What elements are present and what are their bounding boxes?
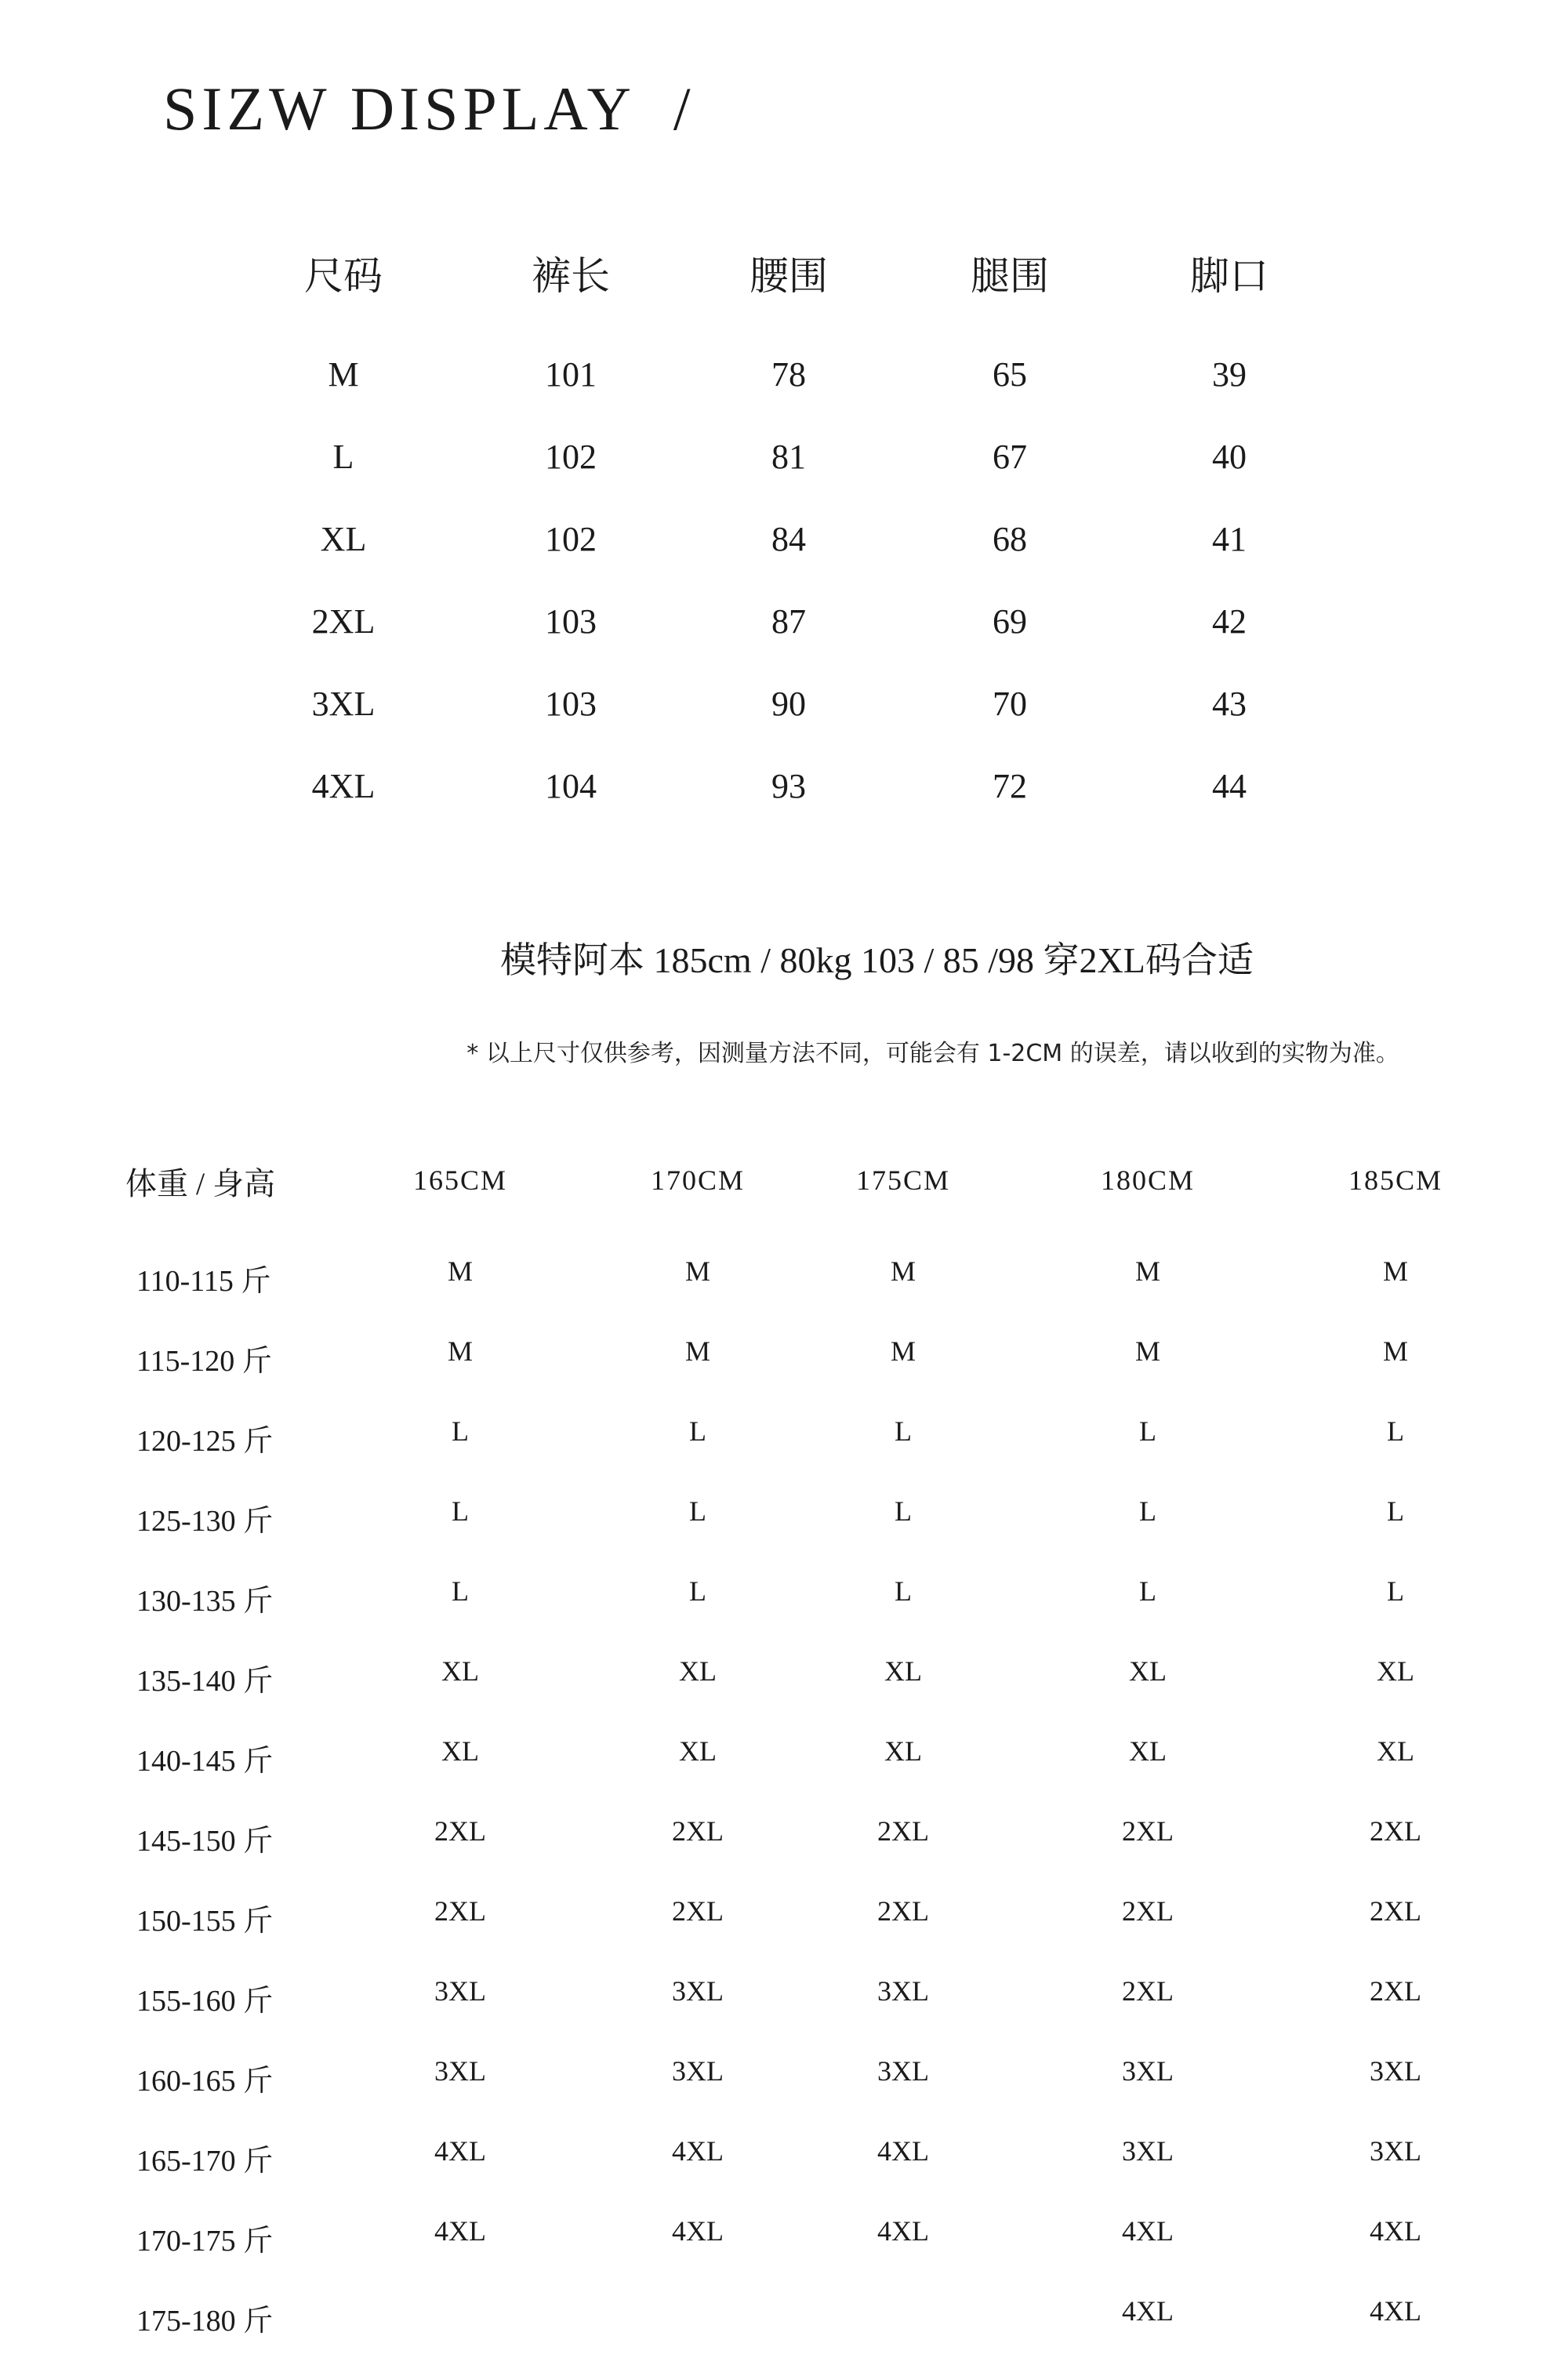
spec-cell: 43: [1212, 685, 1247, 723]
recommended-size-cell: 3XL: [672, 1975, 724, 2007]
recommended-size-cell: 2XL: [877, 1895, 929, 1927]
spec-cell: 44: [1212, 767, 1247, 805]
recommended-size-cell: 3XL: [877, 2055, 929, 2087]
spec-cell: 67: [993, 438, 1027, 476]
recommended-size-cell: M: [890, 1255, 916, 1287]
spec-cell: 68: [993, 520, 1027, 558]
spec-cell: 4XL: [311, 767, 376, 805]
spec-cell: 40: [1212, 438, 1247, 476]
spec-cell: 65: [993, 355, 1027, 394]
weight-row-header: 150-155 斤: [136, 1905, 274, 1938]
recommended-size-cell: XL: [679, 1735, 717, 1767]
recommended-size-cell: 4XL: [672, 2215, 724, 2247]
disclaimer-text: * 以上尺寸仅供参考，因测量方法不同，可能会有 1-2CM 的误差，请以收到的实物为准。: [466, 1040, 1399, 1067]
recommended-size-cell: L: [1387, 1575, 1404, 1607]
spec-header-cell: 腿围: [971, 254, 1049, 298]
recommended-size-cell: 2XL: [672, 1815, 724, 1847]
spec-cell: 42: [1212, 602, 1247, 641]
spec-cell: 84: [771, 520, 806, 558]
recommended-size-cell: M: [447, 1335, 474, 1367]
weight-row-header: 125-130 斤: [136, 1505, 274, 1538]
spec-cell: XL: [320, 520, 367, 558]
recommended-size-cell: XL: [441, 1735, 479, 1767]
recommended-size-cell: L: [452, 1495, 469, 1527]
recommended-size-cell: 2XL: [434, 1895, 486, 1927]
spec-header-cell: 裤长: [532, 254, 610, 298]
spec-cell: 41: [1212, 520, 1247, 558]
recommended-size-cell: 2XL: [434, 1815, 486, 1847]
recommended-size-cell: L: [689, 1575, 706, 1607]
recommended-size-cell: L: [1139, 1415, 1156, 1447]
spec-header-cell: 尺码: [304, 254, 383, 298]
height-column-header: 165CM: [412, 1164, 508, 1196]
recommended-size-cell: XL: [884, 1735, 922, 1767]
recommended-size-cell: L: [1139, 1575, 1156, 1607]
spec-cell: 102: [545, 438, 597, 476]
weight-row-header: 175-180 斤: [136, 2305, 274, 2338]
recommended-size-cell: 2XL: [877, 1815, 929, 1847]
recommended-size-cell: L: [895, 1495, 912, 1527]
recommended-size-cell: XL: [884, 1655, 922, 1687]
recommended-size-cell: M: [1382, 1335, 1409, 1367]
recommended-size-cell: XL: [1129, 1655, 1167, 1687]
spec-cell: 78: [771, 355, 806, 394]
height-column-header: 185CM: [1348, 1164, 1443, 1196]
recommended-size-cell: XL: [1377, 1655, 1414, 1687]
recommended-size-cell: M: [447, 1255, 474, 1287]
weight-height-corner-label: 体重 / 身高: [125, 1166, 276, 1201]
spec-cell: 69: [993, 602, 1027, 641]
recommended-size-cell: 2XL: [1370, 1975, 1421, 2007]
recommended-size-cell: XL: [679, 1655, 717, 1687]
recommended-size-cell: M: [890, 1335, 916, 1367]
page-title: [163, 74, 695, 143]
weight-row-header: 140-145 斤: [136, 1745, 274, 1778]
spec-cell: L: [332, 438, 354, 476]
recommended-size-cell: 4XL: [1370, 2215, 1421, 2247]
recommended-size-cell: 2XL: [1122, 1975, 1174, 2007]
spec-cell: 72: [993, 767, 1027, 805]
spec-cell: 103: [545, 602, 597, 641]
spec-cell: M: [328, 355, 359, 394]
spec-cell: 87: [771, 602, 806, 641]
recommended-size-cell: 3XL: [877, 1975, 929, 2007]
weight-row-header: 160-165 斤: [136, 2065, 274, 2098]
recommended-size-cell: M: [684, 1335, 711, 1367]
recommended-size-cell: 4XL: [434, 2135, 486, 2167]
recommended-size-cell: L: [452, 1415, 469, 1447]
recommended-size-cell: 3XL: [1122, 2135, 1174, 2167]
weight-row-header: 145-150 斤: [136, 1825, 274, 1858]
spec-cell: 104: [545, 767, 597, 805]
recommended-size-cell: L: [1387, 1415, 1404, 1447]
spec-cell: 93: [771, 767, 806, 805]
recommended-size-cell: 2XL: [1122, 1895, 1174, 1927]
recommended-size-cell: 3XL: [1370, 2055, 1421, 2087]
spec-cell: 2XL: [311, 602, 376, 641]
recommended-size-cell: XL: [441, 1655, 479, 1687]
recommended-size-cell: L: [452, 1575, 469, 1607]
recommended-size-cell: 3XL: [672, 2055, 724, 2087]
weight-row-header: 155-160 斤: [136, 1985, 274, 2018]
recommended-size-cell: 4XL: [877, 2135, 929, 2167]
page-title-text: SIZW DISPLAY: [163, 74, 636, 143]
weight-row-header: 130-135 斤: [136, 1585, 274, 1618]
height-column-header: 170CM: [650, 1164, 746, 1196]
disclaimer: [0, 1034, 1568, 1068]
recommended-size-cell: L: [689, 1495, 706, 1527]
weight-row-header: 165-170 斤: [136, 2145, 274, 2178]
recommended-size-cell: 4XL: [1370, 2295, 1421, 2327]
recommended-size-cell: 3XL: [1370, 2135, 1421, 2167]
recommended-size-cell: L: [895, 1575, 912, 1607]
model-note: 模特阿本 185cm / 80kg 103 / 85 /98 穿2XL码合适: [500, 940, 1254, 980]
recommended-size-cell: XL: [1129, 1735, 1167, 1767]
spec-cell: 39: [1212, 355, 1247, 394]
recommended-size-cell: 2XL: [672, 1895, 724, 1927]
recommended-size-cell: L: [689, 1415, 706, 1447]
spec-cell: 102: [545, 520, 597, 558]
weight-row-header: 115-120 斤: [136, 1345, 272, 1378]
recommended-size-cell: 2XL: [1370, 1895, 1421, 1927]
weight-row-header: 120-125 斤: [136, 1425, 274, 1458]
recommended-size-cell: XL: [1377, 1735, 1414, 1767]
weight-row-header: 110-115 斤: [136, 1265, 271, 1298]
recommended-size-cell: M: [1134, 1335, 1161, 1367]
recommended-size-cell: 4XL: [434, 2215, 486, 2247]
spec-header-cell: 腰围: [750, 254, 828, 298]
spec-cell: 90: [771, 685, 806, 723]
height-column-header: 175CM: [855, 1164, 951, 1196]
recommended-size-cell: 2XL: [1370, 1815, 1421, 1847]
recommended-size-cell: 4XL: [877, 2215, 929, 2247]
recommended-size-cell: 4XL: [1122, 2295, 1174, 2327]
recommended-size-cell: 2XL: [1122, 1815, 1174, 1847]
recommended-size-cell: L: [895, 1415, 912, 1447]
recommended-size-cell: 3XL: [434, 2055, 486, 2087]
recommended-size-cell: L: [1387, 1495, 1404, 1527]
recommended-size-cell: M: [684, 1255, 711, 1287]
spec-cell: 3XL: [311, 685, 376, 723]
spec-header-cell: 脚口: [1190, 254, 1269, 298]
spec-cell: 103: [545, 685, 597, 723]
recommended-size-cell: M: [1382, 1255, 1409, 1287]
title-slash: /: [673, 74, 695, 143]
spec-cell: 101: [545, 355, 597, 394]
weight-row-header: 135-140 斤: [136, 1665, 274, 1698]
recommended-size-cell: L: [1139, 1495, 1156, 1527]
spec-cell: 70: [993, 685, 1027, 723]
recommended-size-cell: 4XL: [672, 2135, 724, 2167]
weight-row-header: 170-175 斤: [136, 2225, 274, 2258]
recommended-size-cell: 3XL: [1122, 2055, 1174, 2087]
height-column-header: 180CM: [1100, 1164, 1196, 1196]
recommended-size-cell: 3XL: [434, 1975, 486, 2007]
recommended-size-cell: M: [1134, 1255, 1161, 1287]
recommended-size-cell: 4XL: [1122, 2215, 1174, 2247]
spec-cell: 81: [771, 438, 806, 476]
